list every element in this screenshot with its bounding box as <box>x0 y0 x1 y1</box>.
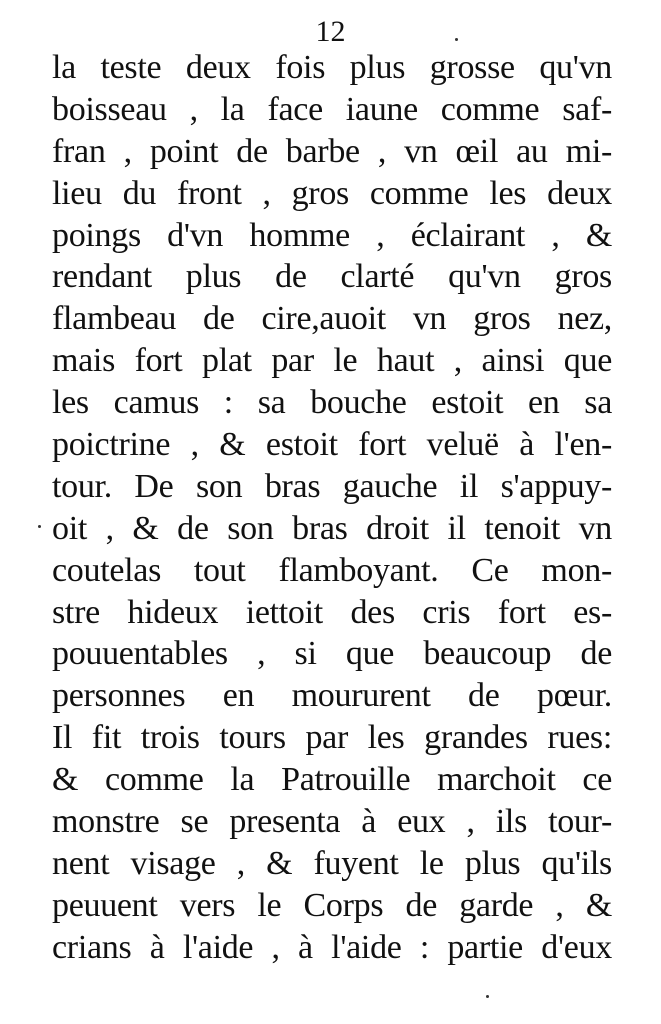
text-line: lieu du front , gros comme les deux <box>52 174 612 212</box>
text-line: coutelas tout flamboyant. Ce mon- <box>52 551 612 589</box>
body-text <box>52 47 612 969</box>
text-line: poictrine , & estoit fort veluë à l'en- <box>52 426 612 464</box>
text-line: oit , & de son bras droit il tenoit vn <box>52 509 612 547</box>
text-line: pouuentables , si que beaucoup de <box>52 635 612 673</box>
text-line: peuuent vers le Corps de garde , & <box>52 886 612 924</box>
text-line: nent visage , & fuyent le plus qu'ils <box>52 844 612 882</box>
text-line: flambeau de cire,auoit vn gros nez, <box>52 300 612 338</box>
text-line: personnes en moururent de pœur. <box>52 677 612 715</box>
ink-speck <box>455 38 458 41</box>
text-line: fran , point de barbe , vn œil au mi- <box>52 132 612 170</box>
text-line: rendant plus de clarté qu'vn gros <box>52 258 612 296</box>
text-line: la teste deux fois plus grosse qu'vn <box>52 49 612 86</box>
text-line: boisseau , la face iaune comme saf- <box>52 90 612 128</box>
text-line: monstre se presenta à eux , ils tour- <box>52 803 612 841</box>
text-line: mais fort plat par le haut , ainsi que <box>52 342 612 380</box>
text-line: Il fit trois tours par les grandes rues: <box>52 719 612 757</box>
text-line: & comme la Patrouille marchoit ce <box>52 761 612 799</box>
page-number: 12 <box>315 15 346 48</box>
text-line: crians à l'aide , à l'aide : partie d'eux <box>52 928 612 966</box>
text-line: tour. De son bras gauche il s'appuy- <box>52 467 612 505</box>
ink-speck <box>38 525 41 528</box>
text-line: poings d'vn homme , éclairant , & <box>52 216 612 254</box>
text-line: stre hideux iettoit des cris fort es- <box>52 593 612 631</box>
text-line: les camus : sa bouche estoit en sa <box>52 384 612 422</box>
ink-speck <box>486 995 489 998</box>
